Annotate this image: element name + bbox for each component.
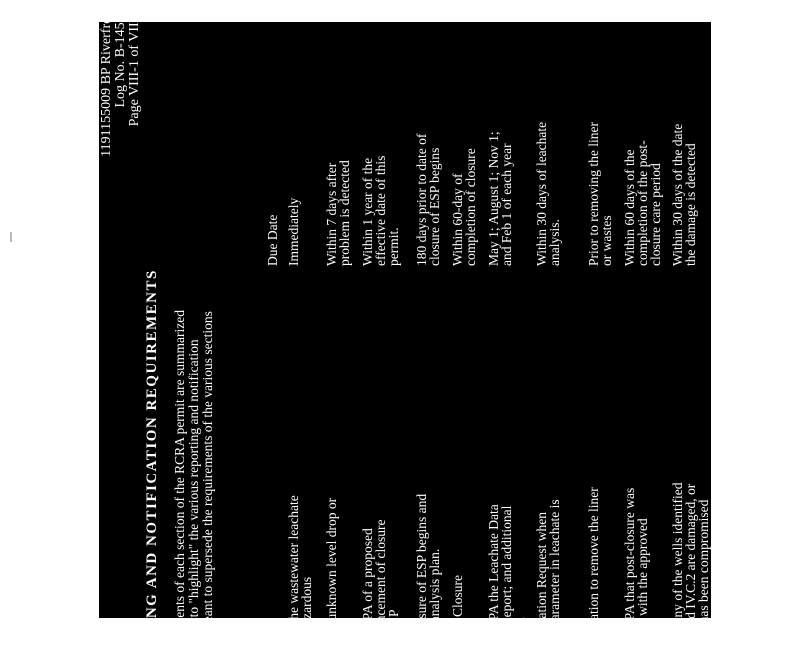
due-date-text [287, 0, 300, 266]
text-line: completion of closure [463, 148, 478, 266]
requirement-text [587, 302, 613, 662]
text-line: e the ESP [386, 609, 401, 662]
due-date-text [535, 0, 561, 266]
header-line-3: Page VIII-1 of VIII-4 [127, 6, 142, 127]
intro-line: s not meant to supersede the requirements of the various sections [200, 311, 215, 662]
requirement-text [325, 302, 338, 662]
text-line: n [648, 655, 663, 662]
text-line: completion of the post- [635, 140, 650, 266]
text-line: modification to remove the liner [586, 487, 601, 662]
due-date-text [671, 0, 697, 266]
text-line: effective date of this [373, 155, 388, 266]
due-date-text [487, 0, 513, 266]
text-line: Immediately [286, 197, 301, 266]
text-line: May 1; August 1; Nov 1; [486, 131, 501, 266]
requirement-text [487, 302, 526, 662]
due-date-text [361, 0, 400, 266]
text-line: ng and analysis plan. [427, 548, 442, 662]
text-line: linois EPA of a proposed [360, 528, 375, 662]
text-line: ondition [512, 616, 527, 662]
text-line: toring Report; and additional [499, 505, 514, 662]
requirement-text [451, 302, 464, 662]
text-line: linois EPA the Leachate Data [486, 504, 501, 662]
document-header [100, 6, 142, 157]
text-line: Within 60 days of the [622, 149, 637, 266]
text-line: eeded parameter in leachate is [547, 499, 562, 662]
text-line: ation of Closure [450, 575, 465, 662]
text-line: EPA closure of ESP begins and [414, 493, 429, 662]
text-line: 180 days prior to date of [414, 133, 429, 266]
text-line: permit. [386, 227, 401, 266]
text-line: analysis. [547, 219, 562, 266]
text-line: Within 30 days of leachate [534, 121, 549, 266]
text-line: Within 30 days of the date [670, 123, 685, 266]
due-date-text [623, 0, 662, 266]
intro-paragraph [173, 310, 215, 662]
scanned-page [99, 6, 711, 662]
text-line: astes [599, 635, 614, 662]
scan-artifact-mark [10, 232, 12, 242]
requirement-text [361, 302, 400, 662]
requirement-text [623, 302, 662, 662]
due-date-text [415, 0, 441, 266]
text-line: Within 7 days after [324, 162, 339, 266]
text-line: ordance with the approved [635, 518, 650, 662]
text-line: problem is detected [337, 160, 352, 266]
text-line: and Feb 1 of each year [499, 143, 514, 266]
text-line: Within 60-day of [450, 173, 465, 266]
text-line: ound hazardous [299, 576, 314, 662]
intro-line: rovided to "highlight" the various reporting and notification [186, 339, 201, 662]
text-line: Prior to removing the liner [586, 122, 601, 266]
text-line: EPA of unknown level drop or [324, 497, 339, 662]
text-line: EPA if any of the wells identified [670, 482, 685, 662]
section-title: ORTING AND NOTIFICATION REQUIREMENTS [144, 269, 160, 662]
due-date-text [451, 0, 477, 266]
text-line: tegrity has been compromised [696, 499, 711, 662]
text-line: EPA if the wastewater leachate [286, 495, 301, 662]
header-line-1: 1191155009 BP Riverfront [99, 6, 114, 157]
rotated-content [99, 6, 711, 662]
due-date-text [587, 0, 613, 266]
intro-line: equirements of each section of the RCRA permit are summarized [172, 309, 187, 662]
due-date-text [325, 0, 351, 266]
requirement-text [415, 302, 441, 662]
text-line: closure of ESP begins [427, 147, 442, 266]
text-line: closure care period [648, 163, 663, 266]
text-line: linois EPA that post-closure was [622, 487, 637, 662]
text-line: I.C.1 and IV.C.2 are damaged, or [683, 483, 698, 662]
header-line-2: Log No. B-145R2 [113, 6, 128, 108]
requirement-text [671, 302, 710, 662]
text-line: or wastes [599, 215, 614, 266]
text-line: the damage is detected [683, 143, 698, 266]
text-line: commencement of closure [373, 519, 388, 662]
text-line: Within 1 year of the [360, 157, 375, 266]
requirement-text [287, 302, 313, 662]
requirement-text [535, 302, 561, 662]
due-date-column-header: Due Date [265, 214, 280, 266]
text-line: Modification Request when [534, 512, 549, 662]
